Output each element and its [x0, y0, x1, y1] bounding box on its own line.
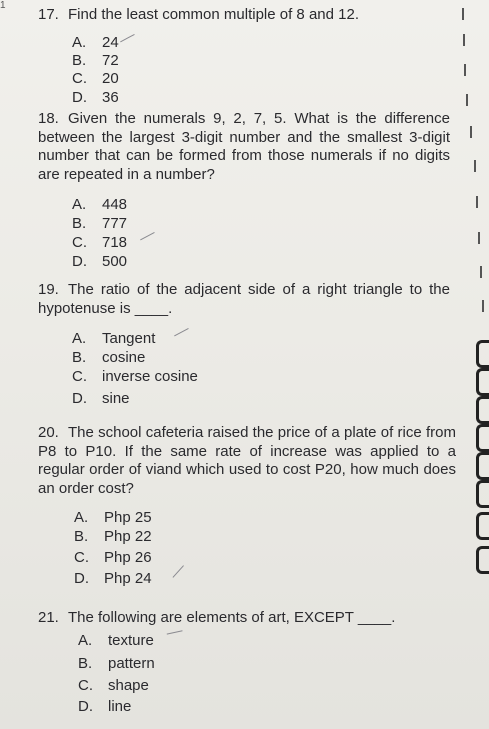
choice-letter: B.	[74, 528, 89, 545]
pencil-check-mark	[137, 227, 154, 241]
choice-letter: D.	[72, 89, 87, 106]
choice-d[interactable]	[72, 89, 119, 107]
corner-mark: 1	[0, 0, 6, 11]
margin-tick	[463, 34, 465, 46]
choice-letter: C.	[78, 677, 93, 694]
choice-d[interactable]	[72, 390, 130, 408]
choice-text: pattern	[108, 655, 155, 672]
margin-tick	[474, 160, 476, 172]
question-number: 17.	[38, 6, 59, 23]
question-text: Find the least common multiple of 8 and 12.	[68, 6, 359, 23]
choice-letter: C.	[72, 234, 87, 251]
choice-text: Php 24	[104, 570, 152, 587]
binder-ring	[476, 512, 489, 540]
pencil-check-mark	[171, 323, 188, 337]
margin-tick	[464, 64, 466, 76]
choice-text: 718	[102, 234, 128, 251]
question-text: The school cafeteria raised the price of a plate of rice from P8 to P10. If the same rate of increase was applied to a regular order of viand which used to cost P20, how much does an order cost?	[38, 424, 456, 497]
choice-a[interactable]	[72, 196, 127, 214]
question-number: 19.	[38, 281, 59, 298]
binder-ring	[476, 546, 489, 574]
choice-text: sine	[102, 390, 130, 407]
choice-letter: A.	[78, 632, 93, 649]
pencil-check-mark	[117, 29, 134, 43]
margin-tick	[476, 196, 478, 208]
choice-a[interactable]	[74, 509, 152, 527]
question-text: Given the numerals 9, 2, 7, 5. What is the difference between the largest 3-digit number and the smallest 3-digit number that can be formed from those numerals if no digits are repeated in a number?	[38, 110, 450, 183]
binder-ring	[476, 368, 489, 396]
binder-ring	[476, 396, 489, 424]
question-stem	[38, 110, 450, 184]
choice-letter: B.	[72, 52, 87, 69]
choice-text: 24	[102, 34, 119, 51]
choice-letter: B.	[72, 349, 87, 366]
binder-ring	[476, 480, 489, 508]
question-stem	[38, 609, 450, 628]
question-stem	[38, 424, 456, 498]
choice-text: 777	[102, 215, 128, 232]
question-number: 20.	[38, 424, 59, 441]
choice-d[interactable]	[74, 570, 152, 588]
choice-a[interactable]	[72, 330, 155, 348]
question-stem	[38, 281, 450, 318]
choice-text: 448	[102, 196, 128, 213]
choice-c[interactable]	[72, 234, 127, 252]
choice-letter: C.	[72, 368, 87, 385]
margin-tick	[480, 266, 482, 278]
choice-c[interactable]	[74, 549, 152, 567]
choice-text: inverse cosine	[102, 368, 198, 385]
choice-text: line	[108, 698, 132, 715]
margin-tick	[466, 94, 468, 106]
choice-text: Tangent	[102, 330, 156, 347]
binder-ring	[476, 340, 489, 368]
choice-letter: B.	[78, 655, 93, 672]
choice-text: Php 26	[104, 549, 152, 566]
choice-letter: D.	[72, 253, 87, 270]
choice-c[interactable]	[78, 677, 149, 695]
margin-tick	[482, 300, 484, 312]
binder-ring	[476, 452, 489, 480]
question-text: The ratio of the adjacent side of a right triangle to the hypotenuse is ____.	[38, 281, 450, 317]
choice-text: 36	[102, 89, 119, 106]
margin-tick	[462, 8, 464, 20]
choice-text: Php 25	[104, 509, 152, 526]
choice-text: shape	[108, 677, 149, 694]
question-stem	[38, 6, 450, 25]
choice-letter: D.	[74, 570, 89, 587]
question-text: The following are elements of art, EXCEPT ____.	[68, 609, 396, 626]
pencil-check-mark	[168, 561, 184, 578]
choice-letter: A.	[72, 196, 87, 213]
choice-b[interactable]	[72, 349, 145, 367]
choice-a[interactable]	[78, 632, 154, 650]
choice-b[interactable]	[72, 52, 119, 70]
choice-letter: D.	[78, 698, 93, 715]
choice-letter: C.	[72, 70, 87, 87]
choice-letter: A.	[72, 34, 87, 51]
margin-tick	[470, 126, 472, 138]
choice-b[interactable]	[74, 528, 152, 546]
choice-a[interactable]	[72, 34, 119, 52]
choice-text: 500	[102, 253, 128, 270]
choice-c[interactable]	[72, 70, 119, 88]
choice-text: cosine	[102, 349, 146, 366]
choice-text: 72	[102, 52, 119, 69]
choice-d[interactable]	[72, 253, 127, 271]
binder-ring	[476, 424, 489, 452]
choice-letter: A.	[74, 509, 89, 526]
choice-c[interactable]	[72, 368, 198, 386]
choice-text: Php 22	[104, 528, 152, 545]
choice-letter: A.	[72, 330, 87, 347]
choice-letter: C.	[74, 549, 89, 566]
margin-tick	[478, 232, 480, 244]
choice-letter: D.	[72, 390, 87, 407]
choice-letter: B.	[72, 215, 87, 232]
choice-b[interactable]	[78, 655, 155, 673]
choice-text: texture	[108, 632, 154, 649]
choice-b[interactable]	[72, 215, 127, 233]
question-number: 18.	[38, 110, 59, 127]
question-number: 21.	[38, 609, 59, 626]
choice-d[interactable]	[78, 698, 131, 716]
choice-text: 20	[102, 70, 119, 87]
